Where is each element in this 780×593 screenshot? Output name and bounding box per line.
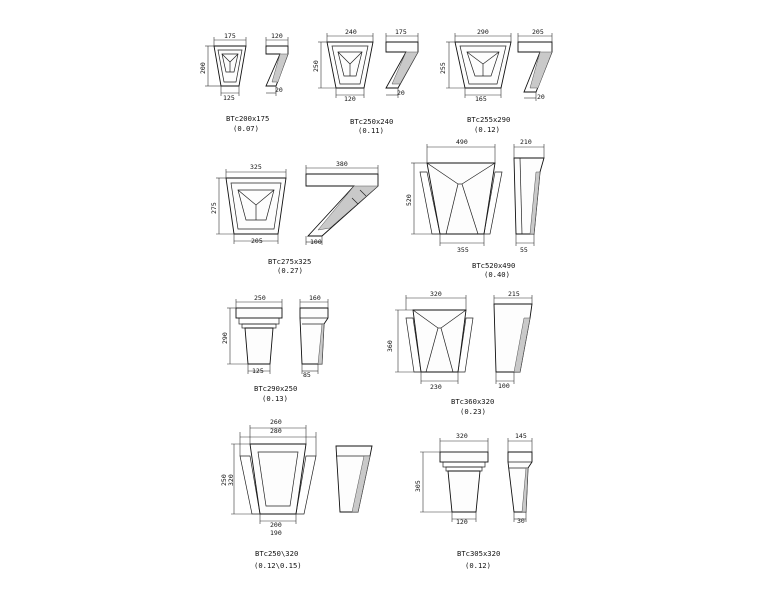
caption: BTc250x240 — [350, 117, 394, 126]
dim-left: 255 — [439, 62, 447, 74]
dim-left-2: 320 — [227, 474, 235, 486]
caption: BTc275x325 — [268, 257, 312, 266]
dim-side-top: 120 — [271, 32, 283, 40]
dim-side-bottom: 100 — [498, 382, 510, 390]
dim-left: 275 — [210, 202, 218, 214]
dim-bottom: 120 — [344, 95, 356, 103]
volume: (0.12\0.15) — [254, 561, 302, 570]
volume: (0.27) — [277, 266, 303, 275]
dim-top-2: 280 — [270, 427, 282, 435]
dim-bottom: 355 — [457, 246, 469, 254]
dim-bottom: 125 — [223, 94, 235, 102]
dim-side-bottom: 20 — [537, 93, 545, 101]
dim-top: 250 — [254, 294, 266, 302]
dim-top: 175 — [224, 32, 236, 40]
keystone-btc250x240 — [312, 28, 418, 135]
dim-bottom: 230 — [430, 383, 442, 391]
keystone-btc275x325 — [210, 160, 378, 275]
dim-top: 320 — [430, 290, 442, 298]
caption: BTc305x320 — [457, 549, 501, 558]
dim-left: 290 — [221, 332, 229, 344]
caption: BTc200x175 — [226, 114, 270, 123]
volume: (0.07) — [233, 124, 259, 133]
dim-side-top: 215 — [508, 290, 520, 298]
dim-bottom: 120 — [456, 518, 468, 526]
caption: BTc360x320 — [451, 397, 495, 406]
caption: BTc250\320 — [255, 549, 299, 558]
dim-bottom: 165 — [475, 95, 487, 103]
dim-side-bottom: 20 — [397, 89, 405, 97]
volume: (0.12) — [465, 561, 491, 570]
keystone-btc360x320 — [386, 290, 532, 416]
keystone-btc255x290 — [439, 28, 552, 134]
dim-side-bottom: 55 — [520, 246, 528, 254]
dim-top: 240 — [345, 28, 357, 36]
dim-side-top: 160 — [309, 294, 321, 302]
dim-left: 520 — [405, 194, 413, 206]
volume: (0.40) — [484, 270, 510, 279]
dim-bottom-2: 190 — [270, 529, 282, 537]
dim-side-bottom: 30 — [517, 517, 525, 525]
keystone-btc305x320 — [414, 432, 532, 570]
dim-top: 490 — [456, 138, 468, 146]
dim-left: 250 — [312, 60, 320, 72]
caption: BTc290x250 — [254, 384, 298, 393]
dim-left: 305 — [414, 480, 422, 492]
dim-side-top: 210 — [520, 138, 532, 146]
dim-side-bottom: 100 — [310, 238, 322, 246]
dim-side-top: 145 — [515, 432, 527, 440]
keystone-btc520x490 — [405, 138, 544, 279]
dim-side-top: 175 — [395, 28, 407, 36]
dim-bottom: 205 — [251, 237, 263, 245]
dim-left: 200 — [199, 62, 207, 74]
volume: (0.23) — [460, 407, 486, 416]
volume: (0.13) — [262, 394, 288, 403]
dim-side-top: 380 — [336, 160, 348, 168]
volume: (0.11) — [358, 126, 384, 135]
dim-top: 290 — [477, 28, 489, 36]
dim-side-bottom: 20 — [275, 86, 283, 94]
volume: (0.12) — [474, 125, 500, 134]
keystone-btc290x250 — [221, 294, 328, 403]
caption: BTc520x490 — [472, 261, 516, 270]
keystone-btc250-320 — [220, 418, 372, 570]
dim-side-top: 205 — [532, 28, 544, 36]
dim-left: 360 — [386, 340, 394, 352]
dim-bottom: 125 — [252, 367, 264, 375]
dim-bottom: 200 — [270, 521, 282, 529]
dim-top: 320 — [456, 432, 468, 440]
dim-top: 260 — [270, 418, 282, 426]
caption: BTc255x290 — [467, 115, 511, 124]
dim-left: 250 — [220, 474, 228, 486]
dim-top: 325 — [250, 163, 262, 171]
dim-side-bottom: 85 — [303, 371, 311, 379]
keystone-btc200x175 — [199, 32, 288, 133]
